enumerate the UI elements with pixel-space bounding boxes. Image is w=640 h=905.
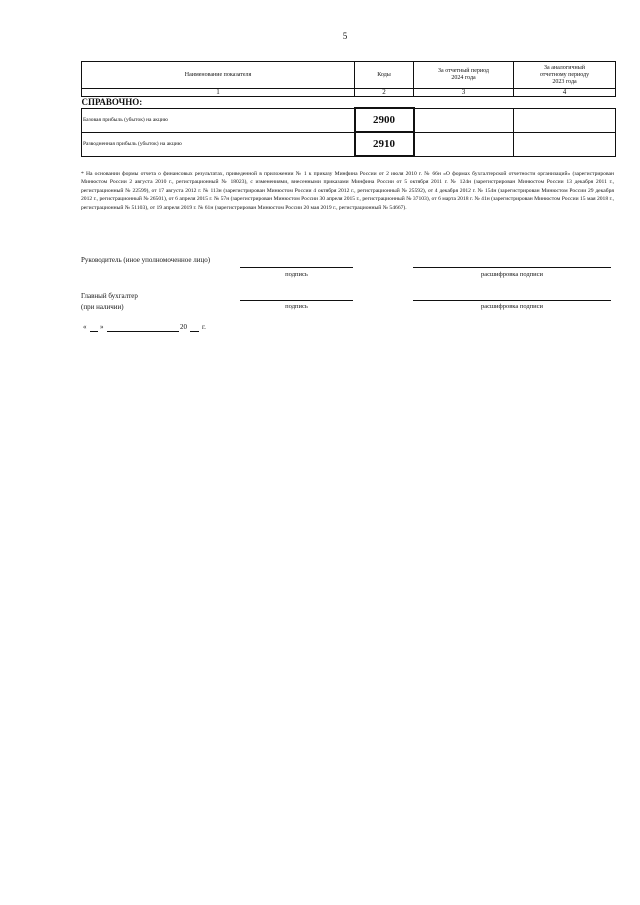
header-previous-period: За аналогичный отчетному периоду 2023 года <box>514 62 616 89</box>
page-number: 5 <box>342 31 348 41</box>
head-signature-caption: подпись <box>285 271 308 278</box>
accountant-decoding-line <box>413 300 611 301</box>
row-code: 2900 <box>355 108 414 132</box>
header-name: Наименование показателя <box>82 62 355 89</box>
column-number: 2 <box>355 89 414 97</box>
date-year-prefix: 20 <box>180 323 187 331</box>
row-name: Базовая прибыль (убыток) на акцию <box>82 108 355 132</box>
row-code: 2910 <box>355 132 414 156</box>
section-label: СПРАВОЧНО: <box>82 97 616 109</box>
column-number: 1 <box>82 89 355 97</box>
accountant-signature-sublabel: (при наличии) <box>81 303 124 311</box>
section-row <box>82 97 616 109</box>
row-previous-value <box>514 132 616 156</box>
header-current-period: За отчетный период 2024 года <box>414 62 514 89</box>
header-codes: Коды <box>355 62 414 89</box>
date-year-line <box>190 331 199 332</box>
table-header-row <box>82 62 616 89</box>
accountant-signature-line <box>240 300 353 301</box>
date-close-quote: » <box>100 323 104 331</box>
column-number: 3 <box>414 89 514 97</box>
date-year-suffix: г. <box>202 323 206 331</box>
date-day-line <box>90 331 98 332</box>
table-row <box>82 132 616 156</box>
head-decoding-line <box>413 267 611 268</box>
row-previous-value <box>514 108 616 132</box>
table-row <box>82 108 616 132</box>
row-name: Разводненная прибыль (убыток) на акцию <box>82 132 355 156</box>
column-number: 4 <box>514 89 616 97</box>
date-month-line <box>107 331 179 332</box>
accountant-signature-caption: подпись <box>285 303 308 310</box>
footnote: * На основании формы отчета о финансовых результатах, приведенной в приложении № 1 к приказу Минфина России от 2 июля 2010 г. № 66н «О формах бухгалтерской отчетности организаций» (зарегистрирован Минюстом России 2 августа 2010 г., регистрационный № 18023), с изменениями, внесенными приказами Минфина России от 5 октября 2011 г. № 124н (зарегистрирован Минюстом России 13 декабря 2011 г., регистрационный № 22599), от 17 августа 2012 г. № 113н (зарегистрирован Минюстом России 4 октября 2012 г., регистрационный № 25592), от 4 декабря 2012 г. № 154н (зарегистрирован Минюстом России 29 декабря 2012 г., регистрационный № 26501), от 6 апреля 2015 г. № 57н (зарегистрирован Минюстом России 30 апреля 2015 г., регистрационный № 37103), от 6 марта 2018 г. № 41н (зарегистрирован Минюстом России 15 мая 2018 г., регистрационный № 51103), от 19 апреля 2019 г. № 61н (зарегистрирован Минюстом России 20 мая 2019 г., регистрационный № 54667). <box>81 171 614 211</box>
row-current-value <box>414 132 514 156</box>
column-number-row <box>82 89 616 97</box>
head-signature-line <box>240 267 353 268</box>
date-open-quote: « <box>83 323 87 331</box>
accountant-decoding-caption: расшифровка подписи <box>480 303 544 310</box>
head-signature-label: Руководитель (иное уполномоченное лицо) <box>81 256 211 264</box>
reference-table <box>81 61 616 157</box>
accountant-signature-label: Главный бухгалтер <box>81 292 138 300</box>
row-current-value <box>414 108 514 132</box>
head-decoding-caption: расшифровка подписи <box>480 271 544 278</box>
